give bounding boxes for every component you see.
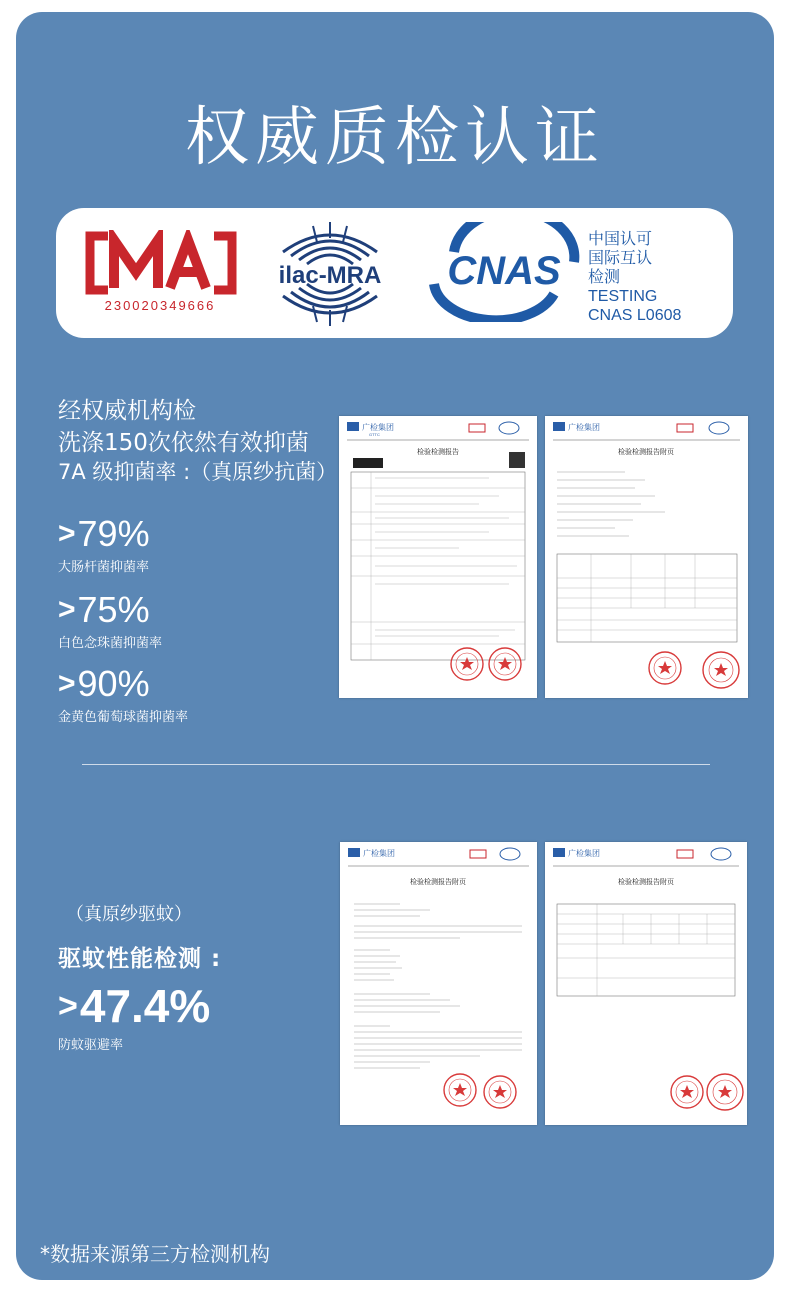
chevron-right-icon: > [58,593,76,626]
test-report-image-4 [545,842,747,1125]
stat-value: 75% [77,589,150,630]
cnas-caption-line: TESTING [588,288,658,305]
doc-title: 检验检测报告 [417,448,459,456]
cma-logo [84,230,238,300]
stat-ecoli [58,514,150,575]
doc-title: 检验检测报告附页 [618,878,674,886]
mosquito-line-2: 驱蚊性能检测 : [58,946,222,972]
ilac-mra-text: ilac-MRA [278,262,382,289]
chevron-right-icon: > [58,986,78,1025]
cnas-caption-line: 检测 [588,269,621,286]
cnas-caption-line: 国际互认 [588,250,653,267]
section-divider [82,764,710,765]
test-report-image-1 [339,416,537,698]
stat-value: 90% [77,663,150,704]
chevron-right-icon: > [58,667,76,700]
data-source-footnote: *数据来源第三方检测机构 [40,1242,270,1266]
mosquito-line-1: （真原纱驱蚊） [66,904,192,925]
cnas-caption-line: 中国认可 [588,231,653,248]
test-report-image-3 [340,842,537,1125]
cnas-logo-text: CNAS [447,249,561,293]
stat-label: 白色念珠菌抑菌率 [58,636,163,651]
ilac-mra-logo [261,218,399,334]
doc-brand: 广检集团 [568,849,600,858]
doc-title: 检验检测报告附页 [410,878,466,886]
stat-label: 金黄色葡萄球菌抑菌率 [58,710,189,725]
stat-label: 防蚊驱避率 [58,1038,124,1053]
cnas-logo [424,222,584,326]
cnas-caption-line: CNAS L0608 [588,307,682,324]
antibacterial-line-1: 经权威机构检 [58,398,196,424]
stat-value: 79% [77,513,150,554]
test-report-image-2 [545,416,748,698]
stat-label: 大肠杆菌抑菌率 [58,560,150,575]
doc-brand: 广检集团 [362,423,394,432]
chevron-right-icon: > [58,517,76,550]
stat-staph [58,664,188,725]
cnas-caption [588,230,681,325]
page-title: 权威质检认证 [185,101,605,175]
antibacterial-line-3: 7A 级抑菌率 :（真原纱抗菌） [58,460,338,484]
stat-value: 47.4% [79,980,211,1032]
stat-candida [58,590,162,651]
doc-brand: 广检集团 [363,849,395,858]
stat-mosquito [58,980,210,1053]
doc-title: 检验检测报告附页 [618,448,674,456]
cma-number: 230020349666 [104,298,216,313]
certification-logo-bar [56,208,733,338]
doc-brand-sub: GTTC [369,432,380,437]
antibacterial-line-2: 洗涤150次依然有效抑菌 [58,430,309,456]
doc-brand: 广检集团 [568,423,600,432]
